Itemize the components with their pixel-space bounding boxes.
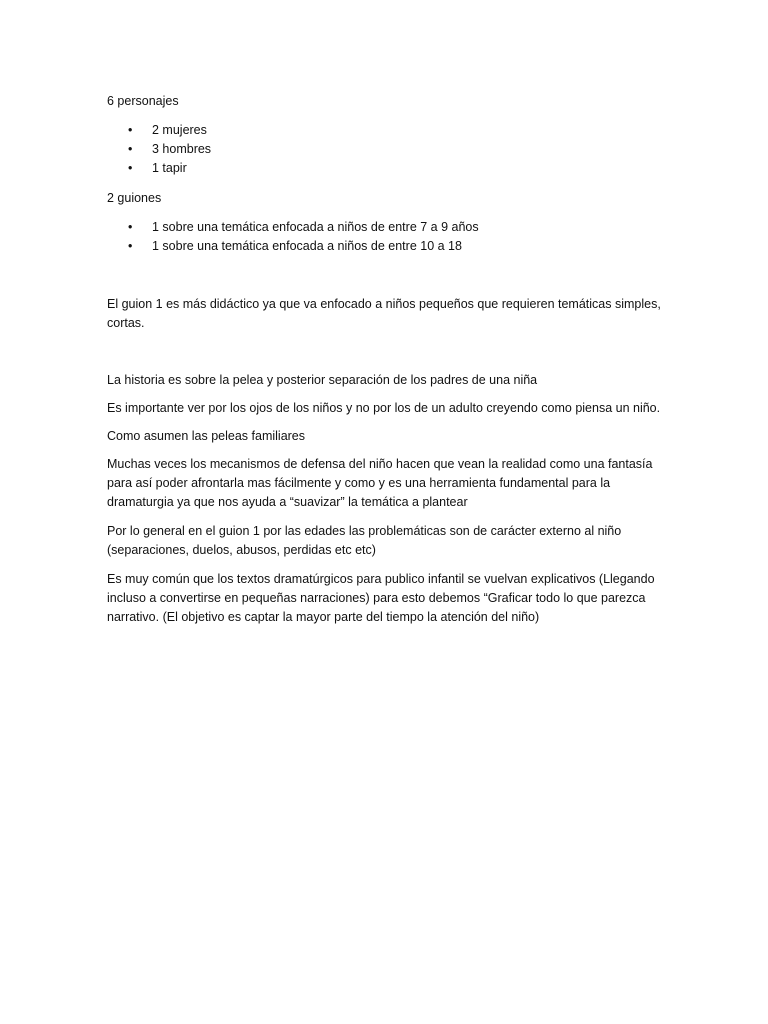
list-item bbox=[107, 121, 667, 140]
personajes-list bbox=[107, 121, 667, 178]
paragraph-problematicas: Por lo general en el guion 1 por las edades las problemáticas son de carácter externo al niño (separaciones, duelos, abusos, perdidas etc etc) bbox=[107, 524, 622, 557]
paragraph-peleas-familiares: Como asumen las peleas familiares bbox=[107, 429, 306, 443]
bullet-icon: • bbox=[128, 220, 133, 234]
list-item-text: 1 tapir bbox=[152, 161, 187, 175]
paragraph-ojos-ninos: Es importante ver por los ojos de los niños y no por los de un adulto creyendo como piensa un niño. bbox=[107, 401, 661, 415]
paragraph-guion-didactico: El guion 1 es más didáctico ya que va enfocado a niños pequeños que requieren temáticas simples, cortas. bbox=[107, 297, 661, 330]
bullet-icon: • bbox=[128, 161, 133, 175]
heading-guiones: 2 guiones bbox=[107, 191, 162, 205]
guiones-list bbox=[107, 218, 667, 256]
list-item bbox=[107, 159, 667, 178]
bullet-icon: • bbox=[128, 142, 133, 156]
list-item-text: 1 sobre una temática enfocada a niños de entre 10 a 18 bbox=[152, 239, 462, 253]
heading-personajes: 6 personajes bbox=[107, 94, 179, 108]
list-item-text: 3 hombres bbox=[152, 142, 212, 156]
list-item-text: 1 sobre una temática enfocada a niños de entre 7 a 9 años bbox=[152, 220, 479, 234]
list-item bbox=[107, 237, 667, 256]
list-item-text: 2 mujeres bbox=[152, 123, 207, 137]
paragraph-historia: La historia es sobre la pelea y posterior separación de los padres de una niña bbox=[107, 373, 538, 387]
list-item bbox=[107, 140, 667, 159]
list-item bbox=[107, 218, 667, 237]
bullet-icon: • bbox=[128, 123, 133, 137]
bullet-icon: • bbox=[128, 239, 133, 253]
paragraph-mecanismos-defensa: Muchas veces los mecanismos de defensa del niño hacen que vean la realidad como una fantasía para así poder afrontarla mas fácilmente y como y es una herramienta fundamental para la dramaturgia ya que nos ayuda a “suavizar” la temática a plantear bbox=[107, 457, 653, 509]
document-body bbox=[107, 92, 667, 627]
paragraph-textos-dramaturgicos: Es muy común que los textos dramatúrgicos para publico infantil se vuelvan explicativos (Llegando incluso a convertirse en pequeñas narraciones) para esto debemos “Graficar todo lo que parezca narrativo. (El objetivo es captar la mayor parte del tiempo la atención del niño) bbox=[107, 572, 655, 624]
